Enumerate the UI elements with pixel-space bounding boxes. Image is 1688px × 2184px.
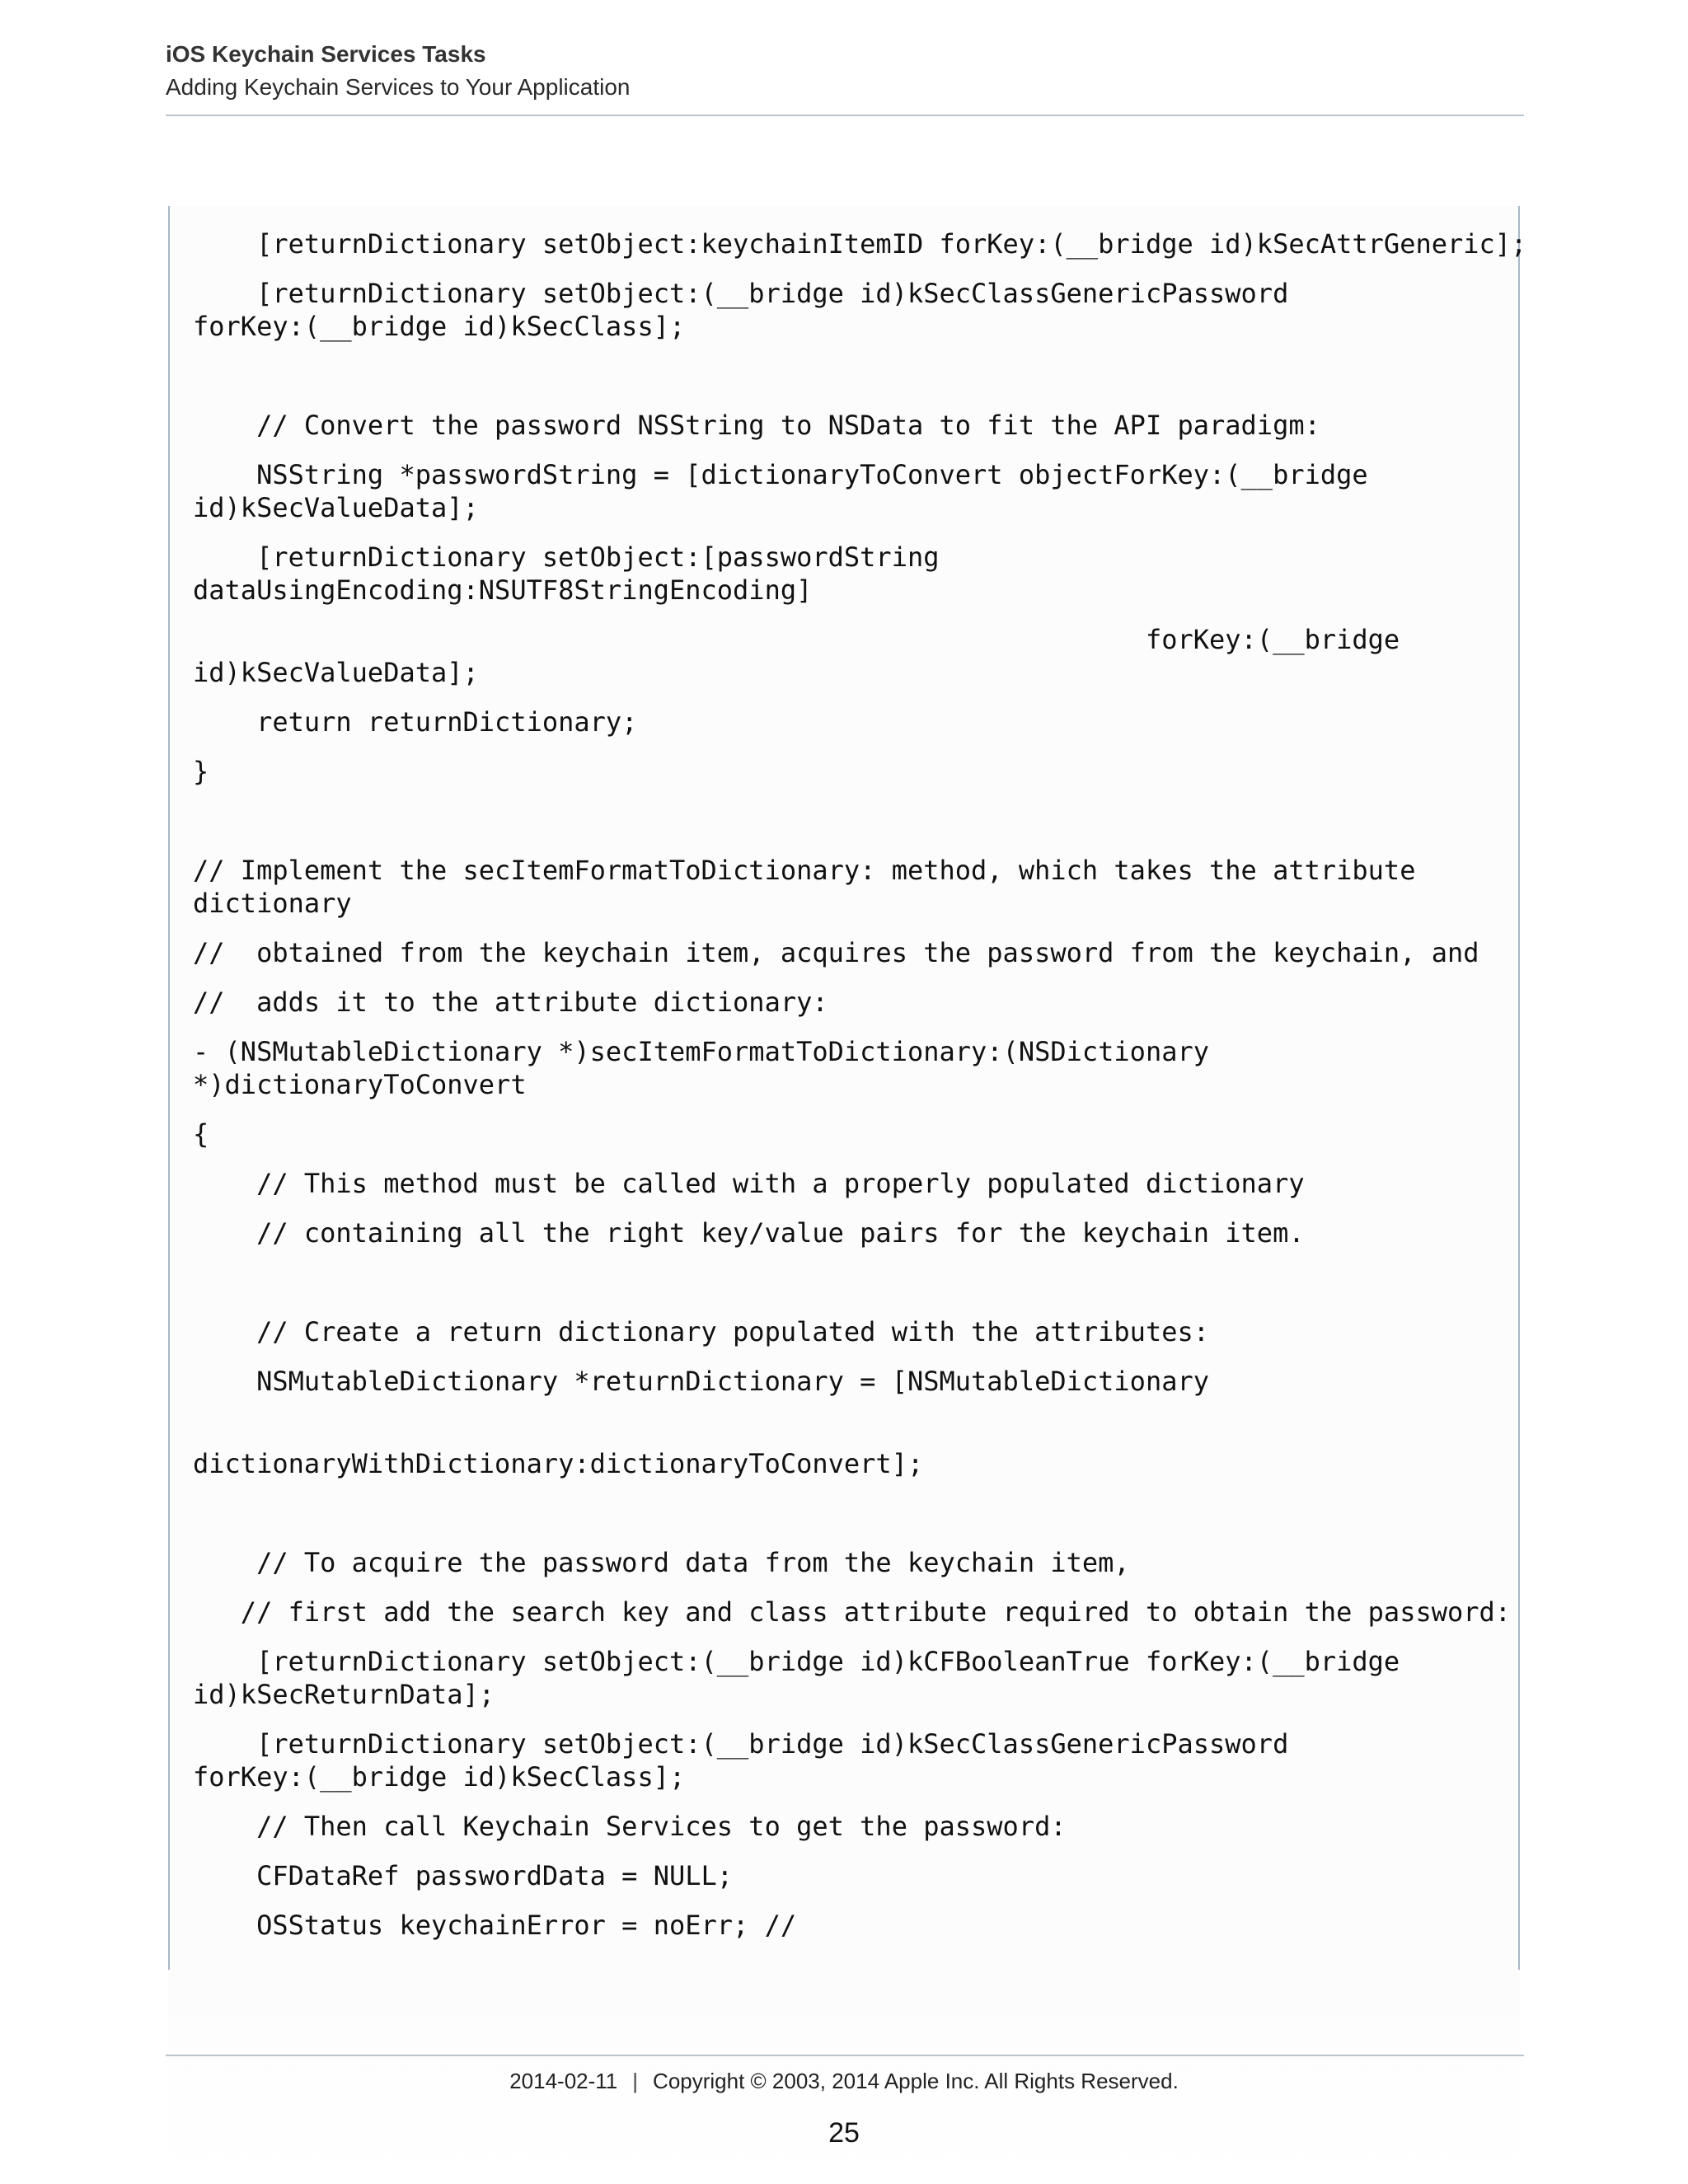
code-line: // To acquire the password data from the keychain item, xyxy=(193,1547,1130,1578)
code-line: // containing all the right key/value pairs for the keychain item. xyxy=(193,1217,1305,1249)
page-number: 25 xyxy=(828,2117,860,2149)
code-line: CFDataRef passwordData = NULL; xyxy=(193,1860,734,1891)
code-line: // first add the search key and class attribute required to obtain the password: xyxy=(193,1596,1512,1628)
code-line: { xyxy=(193,1118,209,1150)
code-line: [returnDictionary setObject:(__bridge id)kCFBooleanTrue forKey:(__bridge xyxy=(193,1646,1400,1677)
code-line: id)kSecValueData]; xyxy=(193,492,479,523)
code-line: *)dictionaryToConvert xyxy=(193,1069,527,1100)
code-listing xyxy=(168,206,1527,1970)
footer-divider xyxy=(166,2055,1524,2056)
page-footer xyxy=(0,2066,1688,2096)
header-divider xyxy=(166,115,1524,116)
code-line: [returnDictionary setObject:(__bridge id)kSecClassGenericPassword xyxy=(193,1728,1289,1760)
code-line: dictionary xyxy=(193,888,352,919)
code-line: [returnDictionary setObject:[passwordString xyxy=(193,541,940,573)
code-line: // obtained from the keychain item, acquires the password from the keychain, and xyxy=(193,937,1479,968)
code-line: // Create a return dictionary populated with the attributes: xyxy=(193,1316,1209,1347)
code-line: [returnDictionary setObject:(__bridge id)kSecClassGenericPassword xyxy=(193,278,1289,309)
code-line: // Implement the secItemFormatToDictionary: method, which takes the attribute xyxy=(193,855,1416,886)
code-line: dataUsingEncoding:NSUTF8StringEncoding] xyxy=(193,574,813,606)
code-block xyxy=(170,206,1527,1970)
code-line: OSStatus keychainError = noErr; // xyxy=(193,1910,797,1941)
section-title: Adding Keychain Services to Your Application xyxy=(166,74,631,100)
code-line: - (NSMutableDictionary *)secItemFormatToDictionary:(NSDictionary xyxy=(193,1036,1209,1067)
page-header xyxy=(166,38,1524,104)
code-line: NSMutableDictionary *returnDictionary = [NSMutableDictionary xyxy=(193,1366,1209,1397)
footer-copyright: Copyright © 2003, 2014 Apple Inc. All Rights Reserved. xyxy=(653,2069,1179,2093)
chapter-title: iOS Keychain Services Tasks xyxy=(166,41,486,67)
code-line: // adds it to the attribute dictionary: xyxy=(193,987,828,1018)
footer-separator: | xyxy=(632,2069,639,2093)
code-line: forKey:(__bridge id)kSecClass]; xyxy=(193,311,686,342)
code-line: // Convert the password NSString to NSData to fit the API paradigm: xyxy=(193,410,1320,441)
code-line: dictionaryWithDictionary:dictionaryToConvert]; xyxy=(193,1448,924,1479)
code-line: forKey:(__bridge id)kSecClass]; xyxy=(193,1761,686,1793)
code-line: [returnDictionary setObject:keychainItemID forKey:(__bridge id)kSecAttrGeneric]; xyxy=(193,228,1527,260)
code-line: // This method must be called with a properly populated dictionary xyxy=(193,1168,1305,1199)
footer-date: 2014-02-11 xyxy=(509,2069,618,2093)
code-line: } xyxy=(193,756,209,787)
code-line: return returnDictionary; xyxy=(193,706,638,738)
code-line: id)kSecReturnData]; xyxy=(193,1679,495,1710)
code-line: forKey:(__bridge xyxy=(193,624,1400,655)
code-line: id)kSecValueData]; xyxy=(193,657,479,688)
code-line: // Then call Keychain Services to get the password: xyxy=(193,1811,1067,1842)
code-line: NSString *passwordString = [dictionaryToConvert objectForKey:(__bridge xyxy=(193,459,1368,490)
